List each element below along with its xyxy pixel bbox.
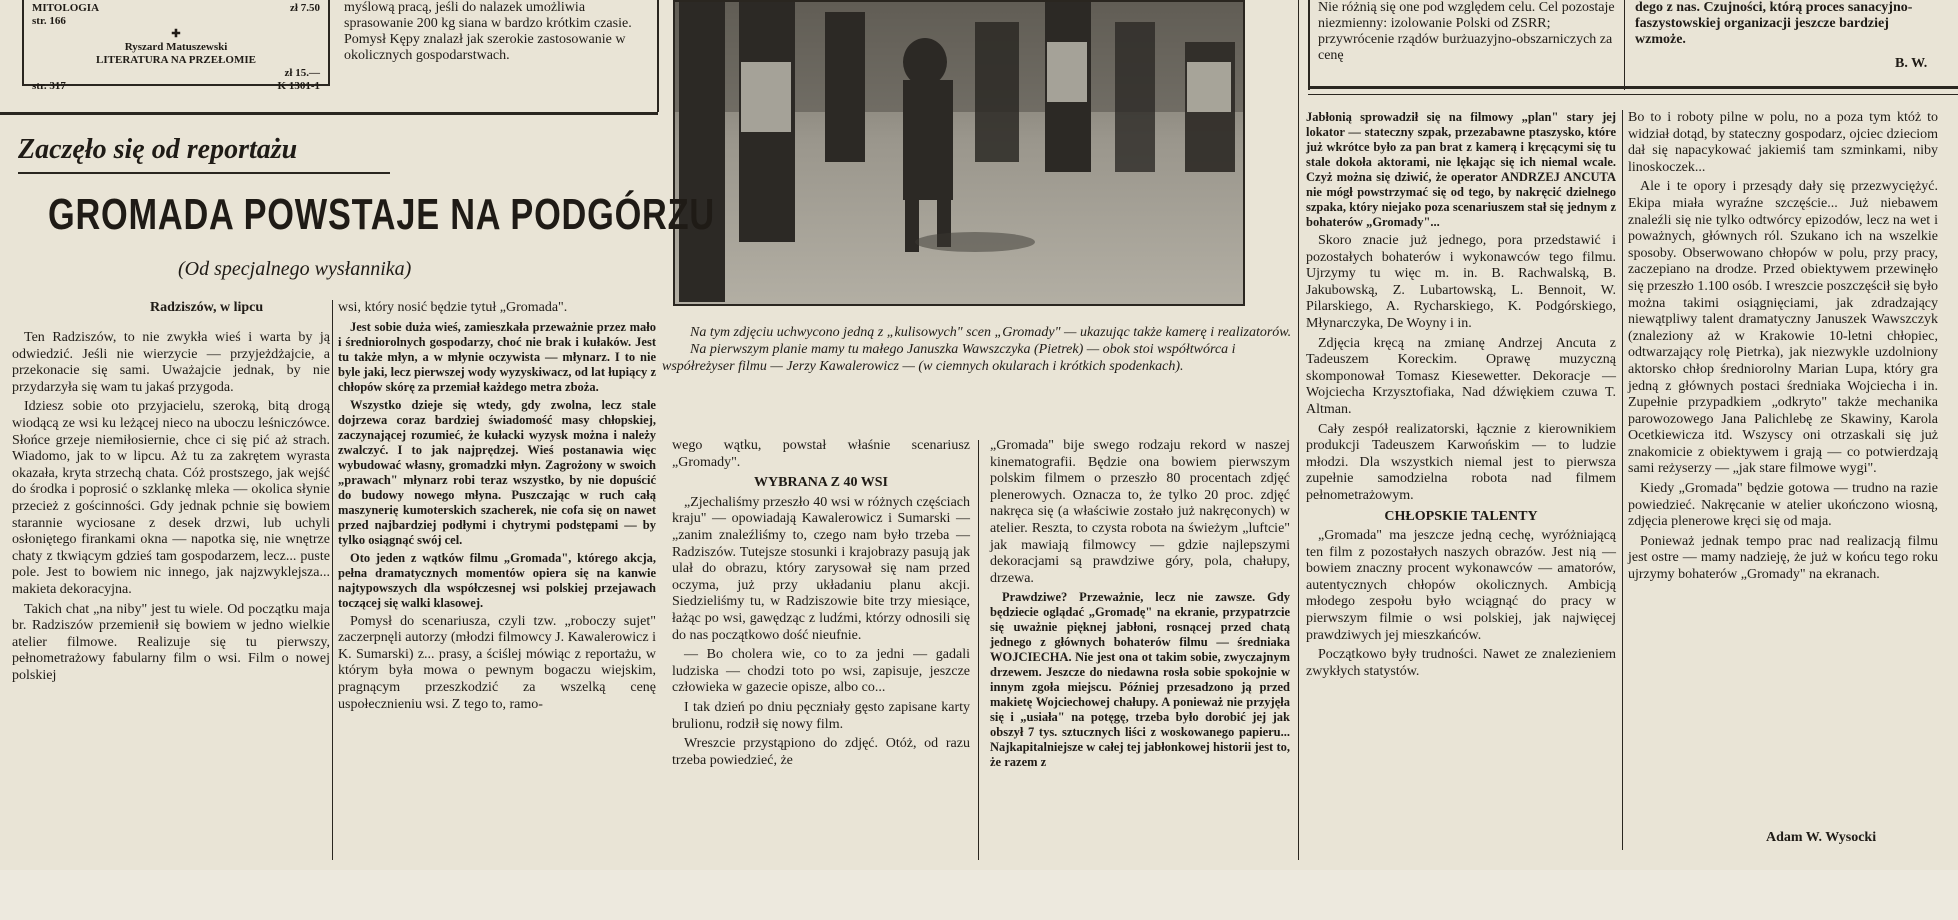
paragraph: Ale i te opory i przesądy dały się przezwyciężyć. Ekipa miała wyraźne szczęście... Już niebawem znaleźli się nie tylko odtwórcy epizodów, lecz na wet i poważnych, głównych ról. Szukano ich na wszelkie sposoby. Obserwowano chłopów w polu, przy pracy, zaczepiano na drodze. Przed obiektywem przewinęło się przeszło 1.100 osób. I wreszcie poszczęścił się było można takimi osiągnięciami, jak zdradzający niewątpliwy talent dramatyczny Januszek Wawszczyk (znaleziony aż w Krakowie 10-letni chłopiec, odtwarzający rolę Pietrka), jak niezwykle uzdolniony aktorsko chłop średniorolny Marian Lupa, który gra jedną z głównych postaci średniaka Wojciecha i in. Zupełnie przypadkiem „odkryto" także mechanika parowozowego Jana Palichlebę ze Skawiny, Karola Ocetkiewicza itd. Wszyscy oni otrzaskali się już znakomicie z obiektywem i grają — co potwierdzają sami reżyserzy — „jak stare filmowe wygi". — [1628, 179, 1938, 477]
column-separator — [332, 300, 333, 860]
book-advertisement — [22, 0, 330, 92]
column-5 — [1306, 110, 1616, 683]
column-separator — [1622, 110, 1623, 850]
paragraph: wsi, który nosić będzie tytuł „Gromada". — [338, 300, 568, 315]
ad-line-1: MITOLOGIA — [32, 2, 100, 14]
paragraph: Ten Radziszów, to nie zwykła wieś i warta by ją odwiedzić. Jeśli nie wierzycie — przyjeżdżajcie, a przekonacie się sami. Uważajcie jednak, by nie przydarzyła się wam tu jakaś przygoda. — [12, 330, 330, 395]
paragraph: Bo to i roboty pilne w polu, no a poza tym któż to widział dotąd, by stateczny gospodarz, ojciec dzieciom dał się napacykować jakiemiś tam szminkami, niby linoskoczek... — [1628, 110, 1938, 175]
bold-paragraph: Oto jeden z wątków filmu „Gromada", którego akcja, pełna dramatycznych momentów opiera się na kanwie najtypowszych dla współczesnej wsi polskiej przejawach toczącej się walki klasowej. — [338, 550, 656, 610]
column-separator — [978, 440, 979, 860]
paragraph: Cały zespół realizatorski, łącznie z kierownikiem produkcji Tadeuszem Karwońskim — to ludzie młodzi. Dla wszystkich niemal jest to pierwsza zupełnie samodzielna robota nad filmem pełnometrażowym. — [1306, 421, 1616, 503]
ad-code: K 1301-1 — [277, 80, 320, 92]
paragraph: „Gromada" ma jeszcze jedną cechę, wyróżniającą ten film z pozostałych naszych obrazów. Jest nią — bowiem znaczny procent wykonawców — amatorów, autentycznych chłopów okolicznych. Ambicją młodego zespołu było wciągnąć do pracy w pierwszym filmie o wsi polskiej, jak najwięcej prawdziwych jej mieszkańców. — [1306, 528, 1616, 643]
paragraph: Ponieważ jednak tempo prac nad realizacją filmu jest ostre — mamy nadzieję, że już w końcu tego roku ujrzymy bohaterów „Gromady" na ekranach. — [1628, 533, 1938, 583]
column-2 — [338, 300, 656, 716]
rule-top-right — [1308, 86, 1958, 89]
bold-paragraph: Jest sobie duża wieś, zamieszkała przeważnie przez mało i średniorolnych gospodarzy, choć nie brak i kułaków. Jest tu także młyn, a w młynie oczywista — młynarz. I to nie byle jaki, lecz pierwszej wody wyzyskiwacz, od lat łupiący z chłopów skórę za przemiał każdego metra zboża. — [338, 319, 656, 394]
rule-vertical-right — [1308, 0, 1310, 90]
paragraph: I tak dzień po dniu pęczniały gęsto zapisane karty brulionu, rodził się nowy film. — [672, 699, 970, 732]
paragraph: — Bo cholera wie, co to za jedni — gadali ludziska — chodzi toto po wsi, zapisuje, jeszcze człowieka w gazecie opisze, albo co... — [672, 647, 970, 696]
top-right-signature: B. W. — [1895, 56, 1928, 71]
paragraph: Pomysł do scenariusza, czyli tzw. „roboczy sujet" zaczerpnęli autorzy (młodzi filmowcy J. Kawalerowicz i K. Sumarski) z... prasy, a ściślej mówiąc z reportażu, w którym była mowa o pewnym bogaczu wiejskim, pragnącym przeszkodzić za wszelką cenę uspołecznieniu wsi. Z tego to, ramo- — [338, 613, 656, 712]
caption-line-1: Na tym zdjęciu uchwycono jedną z „kulisowych" scen „Gromady" — ukazując także kamerę i realizatorów. — [690, 325, 1292, 340]
photo-image — [675, 2, 1245, 306]
article-headline: GROMADA POWSTAJE NA PODGÓRZU — [48, 190, 715, 239]
article-byline: (Od specjalnego wysłannika) — [178, 258, 412, 280]
bold-paragraph: Wszystko dzieje się wtedy, gdy zwolna, lecz stale dojrzewa coraz bardziej świadomość masy chłopskiej, zaczynającej rozumieć, że kułacki wyzysk można i należy zwalczyć. I to jak najprędzej. Wieś postanawia więc wybudować własny, gromadzki młyn. Zagrożony w swoich „prawach" młynarz robi teraz wszystko, by nie dopuścić do budowy nowego młyna. Puszczając w ruch całą maszynerię kumoterskich szacherek, nie cofa się on nawet przed najbardziej podłymi i chytrymi podstępami — by tylko osiągnąć swój cel. — [338, 397, 656, 547]
paragraph: Kiedy „Gromada" będzie gotowa — trudno na razie powiedzieć. Nakręcanie w atelier ukończono wiosną, zdjęcia plenerowe kręci się od maja. — [1628, 481, 1938, 530]
article-dateline: Radziszów, w lipcu — [150, 300, 264, 315]
rule-vertical-right-2 — [1624, 0, 1625, 90]
top-right-snippet-b: dego z nas. Czujności, którą proces sanacyjno-faszystowskiej organizacji jeszcze bardziej wzmoże. — [1635, 0, 1913, 47]
paragraph: wego wątku, powstał właśnie scenariusz „Gromady". — [672, 438, 970, 470]
subheading-40-wsi: WYBRANA Z 40 WSI — [754, 475, 888, 491]
paragraph: „Zjechaliśmy przeszło 40 wsi w różnych częściach kraju" — opowiadają Kawalerowicz i Sumarski — „zanim znaleźliśmy to, czego nam było trzeba — Radziszów. Tutejsze stosunki i krajobrazy pasują jak ulał do obrazu, który zarysował się nam przed oczyma, już przy układaniu planu akcji. Siedzieliśmy tu, w Radziszowie bite trzy miesiące, łażąc po wsi, gawędząc z ludźmi, którzy odnosili się do nas początkowo dość nieufnie. — [672, 494, 970, 643]
column-6 — [1628, 110, 1938, 587]
ad-price-2: zł 15.— — [284, 67, 320, 79]
paragraph: Początkowo były trudności. Nawet ze znalezieniem zwykłych statystów. — [1306, 647, 1616, 679]
ad-pages-1: str. 166 — [32, 15, 66, 27]
paragraph: Wreszcie przystąpiono do zdjęć. Otóż, od razu trzeba powiedzieć, że — [672, 736, 970, 768]
ad-title: LITERATURA NA PRZEŁOMIE — [96, 54, 256, 66]
column-4 — [990, 438, 1290, 773]
column-3 — [672, 438, 970, 772]
kicker-underline — [18, 172, 390, 174]
article-kicker: Zaczęło się od reportażu — [18, 134, 298, 165]
column-1 — [12, 330, 330, 687]
caption-line-2: Na pierwszym planie mamy tu małego Januszka Wawszczyka (Pietrek) — obok stoi współtwórca i współreżyser filmu — Jerzy Kawalerowicz — (w ciemnych okularach i krótkich spodenkach). — [662, 342, 1236, 374]
paragraph: Takich chat „na niby" jest tu wiele. Od początku maja br. Radziszów przemienił się bowiem w jedno wielkie atelier filmowe. Realizuje się tu pierwszy, pełnometrażowy fabularny film o wsi. Film o nowej polskiej — [12, 601, 330, 683]
article-signature: Adam W. Wysocki — [1766, 830, 1877, 845]
ad-author: Ryszard Matuszewski — [124, 41, 228, 53]
ad-cross: ✚ — [171, 28, 181, 40]
page-bottom-margin — [0, 870, 1958, 920]
rule-top-right-thin — [1308, 94, 1958, 95]
paragraph: „Gromada" bije swego rodzaju rekord w naszej kinematografii. Będzie ona bowiem pierwszym polskim filmem o przeszło 80 procentach zdjęć plenerowych. Oznacza to, że tylko 20 proc. zdjęć nakręca się (a właściwie zostało już nakręconych) w atelier. Reszta, to czysta robota na świeżym „luftcie" jak mawiają filmowcy — gdzie najlepszymi dekoracjami są prawdziwe góry, pola, chałupy, drzewa. — [990, 438, 1290, 586]
ad-price-1: zł 7.50 — [290, 2, 320, 14]
rule-vertical-left — [657, 0, 659, 112]
rule-top-left — [0, 112, 658, 115]
paragraph: Zdjęcia kręcą na zmianę Andrzej Ancuta z Tadeuszem Koreckim. Oprawę muzyczną skomponował Tomasz Kiesewetter. Dekoracje — Wojciecha Krzysztofiaka, Nad dźwiękiem czuwa T. Altman. — [1306, 335, 1616, 417]
column-separator — [1298, 0, 1299, 860]
ad-pages-2: str. 317 — [32, 80, 66, 92]
bold-paragraph: Prawdziwe? Przeważnie, lecz nie zawsze. Gdy będziecie oglądać „Gromadę" na ekranie, przypatrzcie się uważnie pięknej jabłoni, rosnącej przed chatą jednego z głównych bohaterów filmu — średniaka WOJCIECHA. Nie jest ona ot takim sobie, zwyczajnym drzewem. Jeszcze do niedawna rosła sobie spokojnie w innym zgoła miejscu. Później przesadzono ją przed makietę Wojciechowej chałupy. A ponieważ nie przyjęła się i „usiała" na potęgę, trzeba było dorobić jej jak obszył 7 tys. sztucznych liści z woskowanego papieru... Najkapitalniejsze w całej tej jabłonkowej historii jest to, że razem z — [990, 590, 1290, 770]
subheading-talenty: CHŁOPSKIE TALENTY — [1384, 508, 1538, 524]
paragraph: Skoro znacie już jednego, pora przedstawić i pozostałych bohaterów i wykonawców tego filmu. Ujrzymy tu więc m. in. B. Rachwalską, B. Jakubowską, Z. Lubartowską, L. Bennoit, W. Pilarskiego, A. Rycharskiego, K. Podgórskiego, Młynarczyka, De Woyny i in. — [1306, 233, 1616, 331]
top-right-snippet-a: Nie różnią się one pod względem celu. Cel pozostaje niezmienny: izolowanie Polski od ZSRR; przywrócenie rządów burżuazyjno-obszarniczych za cenę — [1318, 0, 1615, 63]
photo-caption — [662, 324, 1297, 375]
film-set-photo — [673, 0, 1245, 306]
top-snippet: myślową pracą, jeśli do nalazek umożliwia sprasowanie 200 kg siana w bardzo krótkim czasie. Pomysł Kępy znalazł jak szerokie zastosowanie w okolicznych gospodarstwach. — [344, 0, 632, 63]
paragraph: Idziesz sobie oto przyjacielu, szeroką, bitą drogą wiodącą ze wsi ku leżącej nieco na uboczu leśniczówce. Słońce grzeje niemiłosiernie, chce ci się pić aż strach. Wiadomo, jak to w lipcu. Aż tu za zakrętem wyrasta okazała, kryta strzechą chata. Cóż prostszego, jak wejść do środka i poprosić o szklankę mleka — okolica słynie przecież z gościnności. Gdy jednak pchnie się bowiem starannie wyciosane z desek drzwi, lub uchyli osłoniętego firankami okna — napotka się, nie wnętrze chaty z tkwiącym gdzieś tam gospodarzem, lecz... puste pole. Jest to bowiem nic innego, jak najzwyklejsza... makieta dekoracyjna. — [12, 399, 330, 597]
bold-paragraph: Jabłonią sprowadził się na filmowy „plan" stary jej lokator — stateczny szpak, przezabawne ptaszysko, które już wkrótce było za pan brat z kamerą i kręcącymi się tu stale dokoła aktorami, nie lękając się ich niemal wcale. Czyż można się dziwić, że operator ANDRZEJ ANCUTA nie mógł powstrzymać się od tego, by nakręcić dzielnego szpaka, który niejako poza scenariuszem stał się jednym z bohaterów „Gromady"... — [1306, 110, 1616, 229]
